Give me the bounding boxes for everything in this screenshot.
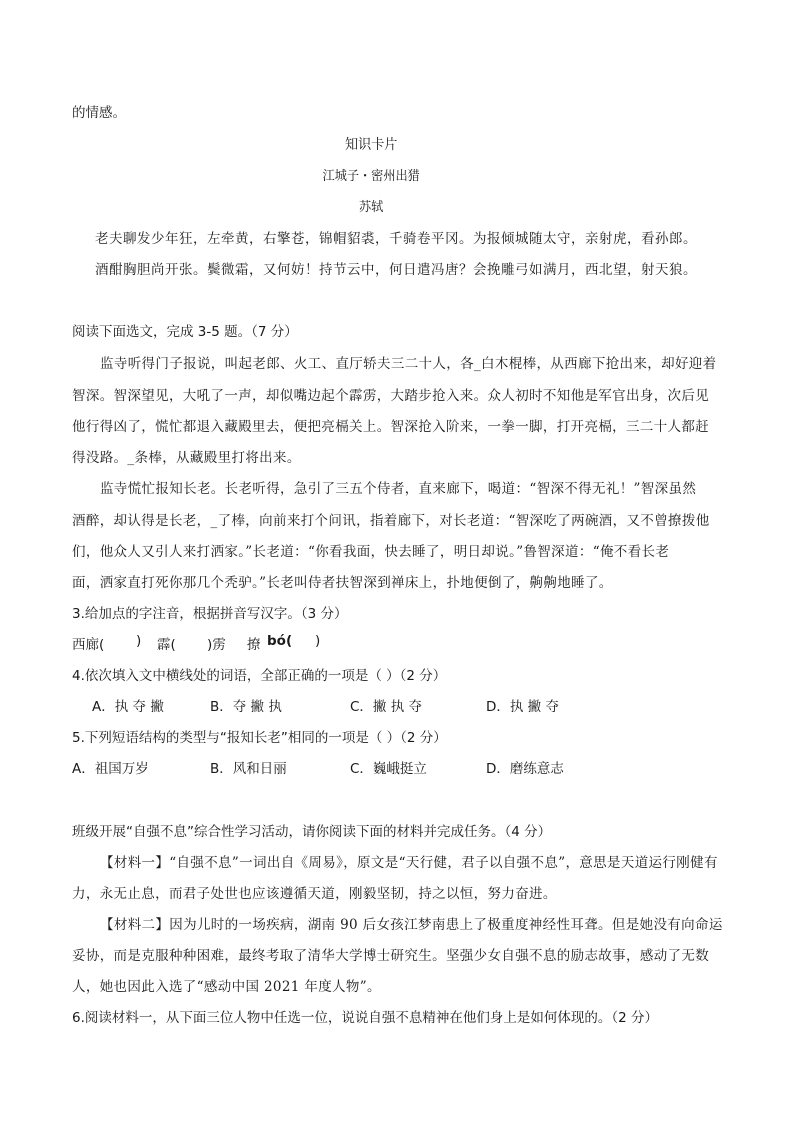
q4-option-d[interactable]: D．执 撇 夺 xyxy=(486,699,559,715)
poem-title: 江城子・密州出猎 xyxy=(322,169,420,184)
passage-line: 他行得凶了，慌忙都退入藏殿里去，便把亮槅关上。智深抢入阶来，一拳一脚，打开亮槅，三二十人都赶 xyxy=(72,419,710,435)
passage-line: 智深。智深望见，大吼了一声，却似嘴边起个霹雳，大踏步抢入来。众人初时不知他是军官出身，次后见 xyxy=(72,388,710,404)
q3-item: bó( xyxy=(267,633,293,649)
reading-intro: 阅读下面选文，完成 3-5 题。（7 分） xyxy=(72,324,298,340)
passage-line: 酒醉，却认得是长老，_了棒，向前来打个问讯，指着廊下，对长老道：“智深吃了两碗酒，又不曾撩拨他 xyxy=(72,513,710,529)
q3-item: )雳 xyxy=(207,637,226,653)
material-line: 【材料二】因为儿时的一场疾病，湖南 90 后女孩江梦南患上了极重度神经性耳聋。但是她没有向命运 xyxy=(100,917,723,933)
material-line: 妥协，而是克服种种困难，最终考取了清华大学博士研究生。坚强少女自强不息的励志故事，感动了无数 xyxy=(72,948,710,964)
q4-option-b[interactable]: B．夺 撇 执 xyxy=(210,699,282,715)
q3-item: ) xyxy=(315,633,321,649)
passage-line: 监寺听得门子报说，叫起老郎、火工、直厅轿夫三二十人，各_白木棍棒，从西廊下抢出来，却好迎着 xyxy=(100,356,717,372)
q6-stem: 6.阅读材料一，从下面三位人物中任选一位，说说自强不息精神在他们身上是如何体现的。（2 分） xyxy=(72,1010,659,1026)
activity-intro: 班级开展“自强不息”综合性学习活动，请你阅读下面的材料并完成任务。（4 分） xyxy=(72,824,552,840)
q5-option-b[interactable]: B．风和日丽 xyxy=(210,761,287,777)
q4-option-c[interactable]: C．撇 执 夺 xyxy=(350,699,423,715)
q5-option-c[interactable]: C．巍峨挺立 xyxy=(350,761,427,777)
q5-stem: 5.下列短语结构的类型与“报知长老”相同的一项是（ ）（2 分） xyxy=(72,730,447,746)
passage-line: 面，洒家直打死你那几个秃驴。”长老叫侍者扶智深到禅床上，扑地便倒了，齁齁地睡了。 xyxy=(72,575,613,591)
q3-item: 霹( xyxy=(157,637,176,653)
card-heading: 知识卡片 xyxy=(345,137,398,153)
q4-option-a[interactable]: A．执 夺 撇 xyxy=(92,699,164,715)
poem-line-2: 酒酣胸胆尚开张。鬓微霜，又何妨！持节云中，何日遣冯唐？会挽雕弓如满月，西北望，射天狼。 xyxy=(95,262,697,278)
passage-line: 们，他众人又引人来打洒家。”长老道：“你看我面，快去睡了，明日却说。”鲁智深道：“俺不看长老 xyxy=(72,544,670,560)
q3-item: ) xyxy=(136,633,142,649)
q3-item: 撩 xyxy=(247,637,261,653)
q3-item: 西廊( xyxy=(72,637,105,653)
q4-stem: 4.依次填入文中横线处的词语，全部正确的一项是（ ）（2 分） xyxy=(72,668,447,684)
q5-option-a[interactable]: A．祖国万岁 xyxy=(72,761,149,777)
top-fragment: 的情感。 xyxy=(72,105,126,121)
poem-author: 苏轼 xyxy=(359,200,384,215)
material-line: 人，她也因此入选了“感动中国 2021 年度人物”。 xyxy=(72,979,381,995)
material-line: 力，永无止息，而君子处世也应该遵循天道，刚毅坚韧，持之以恒，努力奋进。 xyxy=(72,886,557,902)
material-line: 【材料一】“自强不息”一词出自《周易》，原文是“天行健，君子以自强不息”，意思是天道运行刚健有 xyxy=(100,855,718,871)
q3-stem: 3.给加点的字注音，根据拼音写汉字。（3 分） xyxy=(72,606,348,622)
q5-option-d[interactable]: D．磨练意志 xyxy=(486,761,564,777)
passage-line: 得没路。_条棒，从藏殿里打将出来。 xyxy=(72,450,301,466)
passage-line: 监寺慌忙报知长老。长老听得，急引了三五个侍者，直来廊下，喝道：“智深不得无礼！”智深虽然 xyxy=(100,481,697,497)
poem-line-1: 老夫聊发少年狂，左牵黄，右擎苍，锦帽貂裘，千骑卷平冈。为报倾城随太守，亲射虎，看孙郎。 xyxy=(95,231,697,247)
